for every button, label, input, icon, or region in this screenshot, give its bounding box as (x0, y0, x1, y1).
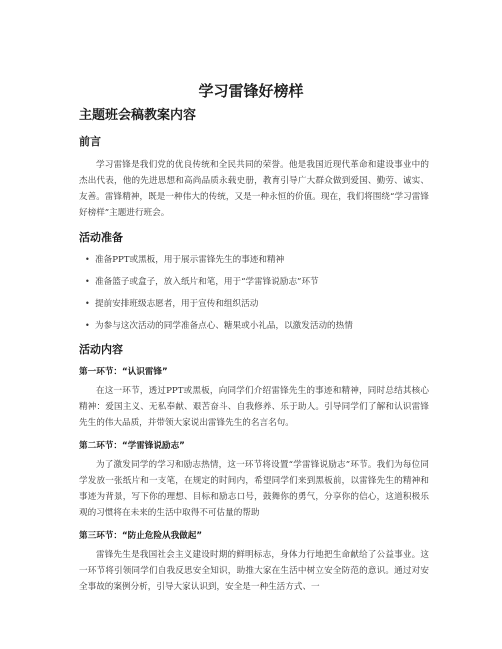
bullet-icon: • (85, 321, 90, 330)
bullet-icon: • (85, 277, 90, 286)
list-item-text: 为参与这次活动的同学准备点心、糖果或小礼品，以激发活动的热情 (95, 321, 353, 331)
document-subtitle: 主题班会稿教案内容 (79, 108, 197, 123)
preface-paragraph: 学习雷锋是我们党的优良传统和全民共同的荣誉。他是我国近现代革命和建设事业中的杰出代表，他的先进思想和高尚品质永载史册，教育引导广大群众做到爱国、勤劳、诚实、友善。雷锋精神，既是一种伟大的传统，又是一种永恒的价值。现在，我们将围绕“学习雷锋好榜样”主题进行班会。 (79, 160, 429, 218)
list-item (85, 253, 429, 267)
bullet-icon: • (85, 255, 90, 264)
bullet-icon: • (85, 299, 90, 308)
preface-heading: 前言 (79, 135, 101, 148)
list-item (85, 297, 429, 311)
preparation-heading: 活动准备 (79, 231, 123, 244)
part-one-paragraph: 在这一环节，透过PPT或黑板，向同学们介绍雷锋先生的事迹和精神，同时总结其核心精神：爱国主义、无私奉献、艰苦奋斗、自我修养、乐于助人。引导同学们了解和认识雷锋先生的伟大品质，并带领大家说出雷锋先生的名言名句。 (79, 386, 429, 428)
part-two-paragraph: 为了激发同学的学习和励志热情，这一环节将设置“学雷锋说励志”环节。我们为每位同学发放一张纸片和一支笔，在规定的时间内，希望同学们来到黑板前，以雷锋先生的精神和事迹为背景，写下你的理想、目标和励志口号，鼓舞你的勇气，分享你的信心，这道积极乐观的习惯将在未来的生活中取得不可估量的帮助 (79, 460, 429, 518)
preparation-list (79, 253, 429, 333)
list-item-text: 准备篮子或盒子，放入纸片和笔，用于“学雷锋说励志”环节 (95, 277, 319, 287)
document-body (79, 104, 429, 603)
list-item (85, 275, 429, 289)
content-heading: 活动内容 (79, 343, 123, 356)
list-item-text: 准备PPT或黑板，用于展示雷锋先生的事迹和精神 (95, 255, 285, 265)
list-item (85, 319, 429, 333)
list-item-text: 提前安排班级志愿者，用于宣传和组织活动 (95, 299, 259, 309)
part-three-paragraph: 雷锋先生是我国社会主义建设时期的鲜明标志，身体力行地把生命献给了公益事业。这一环节将引领同学们自我反思安全知识，助推大家在生活中树立安全防范的意识。通过对安全事故的案例分析，引导大家认识到，安全是一种生活方式、一 (79, 550, 429, 592)
part-two-heading: 第二环节：“学雷锋说励志” (79, 441, 185, 451)
part-three-heading: 第三环节：“防止危险从我做起” (79, 531, 203, 541)
part-one-heading: 第一环节：“认识雷锋” (79, 367, 168, 377)
document-title: 学习雷锋好榜样 (198, 82, 304, 100)
